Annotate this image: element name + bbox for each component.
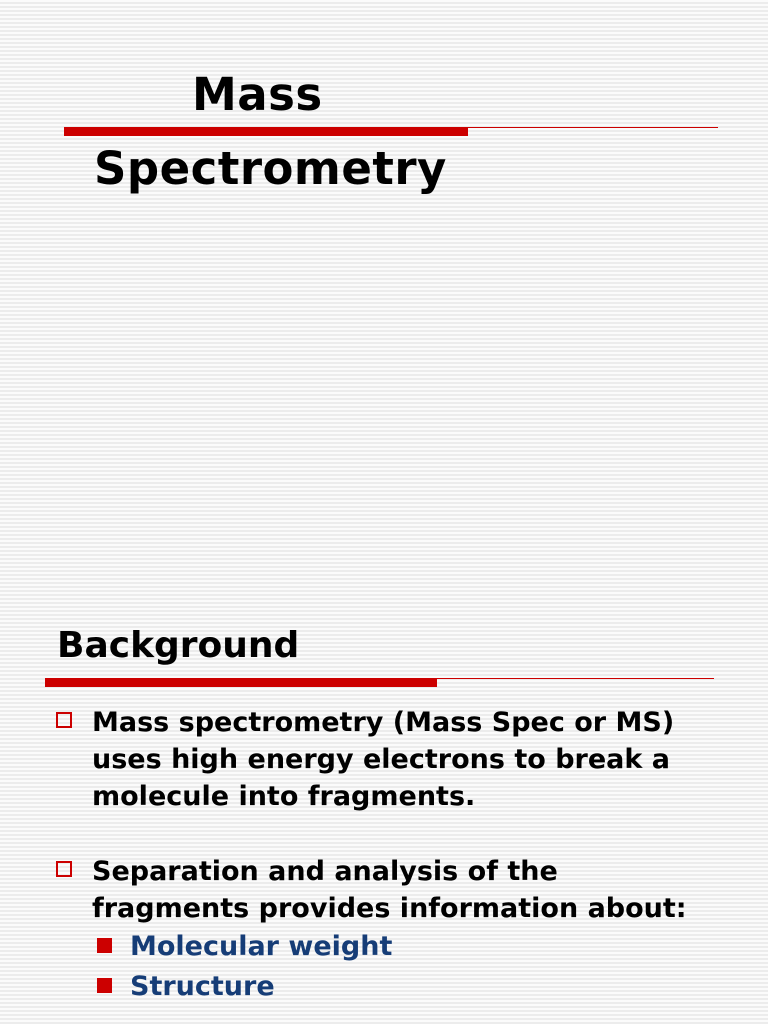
sub-bullet-text: Structure <box>130 971 275 1002</box>
hollow-square-icon <box>56 712 72 728</box>
filled-square-icon <box>97 938 112 953</box>
background-slide <box>0 512 768 1024</box>
bullet-text: Mass spectrometry (Mass Spec or MS) uses high energy electrons to break a molecule into fragments. <box>92 707 675 812</box>
heading-underline-thick <box>45 678 437 687</box>
filled-square-icon <box>97 978 112 993</box>
slide-title-line-1: Mass <box>192 68 323 121</box>
sub-bullet-text: Molecular weight <box>130 931 393 962</box>
slide-title-line-2: Spectrometry <box>94 142 447 195</box>
title-underline-thick <box>64 127 468 136</box>
heading-underline-thin <box>437 678 714 679</box>
bullet-text: Separation and analysis of the fragments provides information about: <box>92 856 687 924</box>
slide-heading: Background <box>57 625 300 666</box>
hollow-square-icon <box>56 861 72 877</box>
title-underline-thin <box>468 127 718 128</box>
